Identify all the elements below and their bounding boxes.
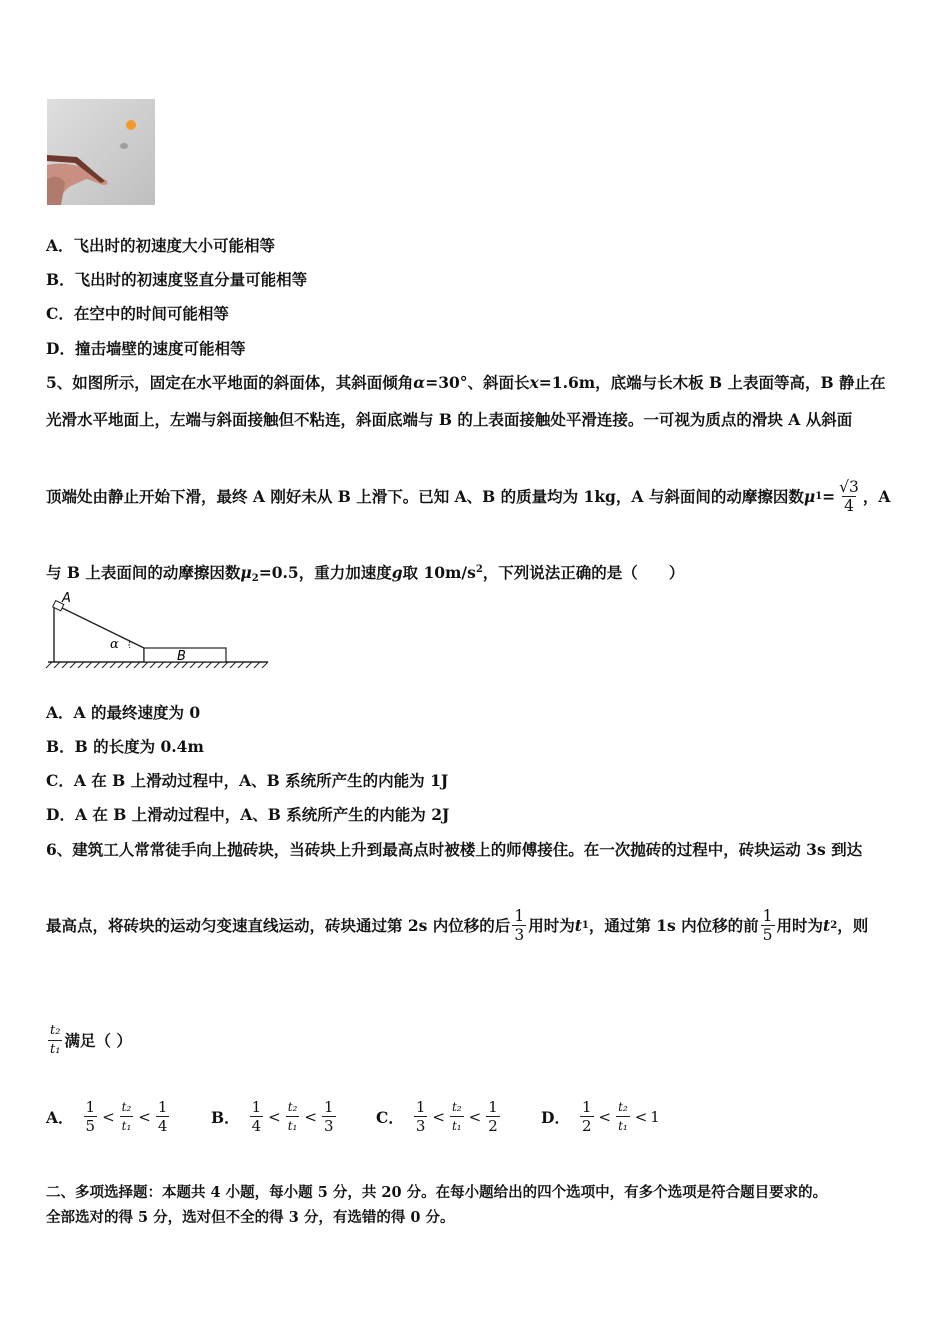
q4-option-d: D．撞击墙壁的速度可能相等 [46,339,246,358]
q6-stem-line1: 6、建筑工人常常徒手向上抛砖块，当砖块上升到最高点时被楼上的师傅接住。在一次抛砖的过程中，砖块运动 3s 到达 [46,840,863,859]
ping-pong-photo [47,99,155,205]
q6-option-a: A． $\frac{1}{5}$ < $\frac{\text{t₂}}{\text{t₁}}$ < $\frac{1}{4}$ [46,1098,168,1135]
section2-heading-line1: 二、多项选择题：本题共 4 小题，每小题 5 分，共 20 分。在每小题给出的四个选项中，有多个选项是符合题目要求的。 [46,1184,828,1201]
section2-heading-line2: 全部选对的得 5 分，选对但不全的得 3 分，有选错的得 0 分。 [46,1209,455,1226]
q5-option-a: A．A 的最终速度为 0 [46,703,201,722]
q4-option-a: A．飞出时的初速度大小可能相等 [46,236,276,255]
q5-stem-line2: 光滑水平地面上，左端与斜面接触但不粘连，斜面底端与 B 的上表面接触处平滑连接。一可视为质点的滑块 A 从斜面 [46,410,853,429]
q5-option-c: C．A 在 B 上滑动过程中，A、B 系统所产生的内能为 1J [46,771,449,790]
q6-stem-line2: 最高点，将砖块的运动匀变速直线运动，砖块通过第 2s 内位移的后 $\frac{1}{3}$ 用时为 t 1 ，通过第 1s 内位移的前 $\frac{1}{5}$ 用时为 t 2 ，则 [46,907,869,944]
q6-option-b: B． $\frac{1}{4}$ < $\frac{\text{t₂}}{\text{t₁}}$ < $\frac{1}{3}$ [211,1098,334,1135]
label-alpha: α [110,637,119,652]
label-a: A [62,591,71,606]
q5-stem-line3: 顶端处由静止开始下滑，最终 A 刚好未从 B 上滑下。已知 A、B 的质量均为 1kg，A 与斜面间的动摩擦因数 μ 1 = $\frac{√3}{4}$ ，A [46,478,891,515]
hand-ball-illustration [47,99,155,205]
label-b: B [177,649,186,664]
q5-option-b: B．B 的长度为 0.4m [46,737,204,756]
q5-option-d: D．A 在 B 上滑动过程中，A、B 系统所产生的内能为 2J [46,805,450,824]
q6-stem-line3: $\frac{\text{t₂}}{\text{t₁}}$ 满足（ ） [50,1023,132,1057]
sqrt3-over-4-fraction: $\frac{√3}{4}$ [839,478,859,515]
incline-diagram [44,590,272,670]
one-fifth-fraction: $\frac{1}{5}$ [762,907,773,944]
q6-option-d: D． $\frac{1}{2}$ < $\frac{\text{t₂}}{\text{t₁}}$ < 1 [541,1098,660,1135]
one-third-fraction: $\frac{1}{3}$ [514,907,525,944]
q5-stem-line4: 与 B 上表面间的动摩擦因数$\mu_2=0.5$，重力加速度g取 $10m/s^2$，下列说法正确的是（ ） [46,563,685,584]
q6-option-c: C． $\frac{1}{3}$ < $\frac{\text{t₂}}{\text{t₁}}$ < $\frac{1}{2}$ [376,1098,498,1135]
t2-over-t1-fraction: $\frac{\text{t₂}}{\text{t₁}}$ [50,1023,61,1057]
q5-stem-line1: 5、如图所示，固定在水平地面的斜面体，其斜面倾角α=30°、斜面长x=1.6m，底端与长木板 B 上表面等高，B 静止在 [46,373,886,392]
q4-option-c: C．在空中的时间可能相等 [46,304,229,323]
q4-option-b: B．飞出时的初速度竖直分量可能相等 [46,270,308,289]
